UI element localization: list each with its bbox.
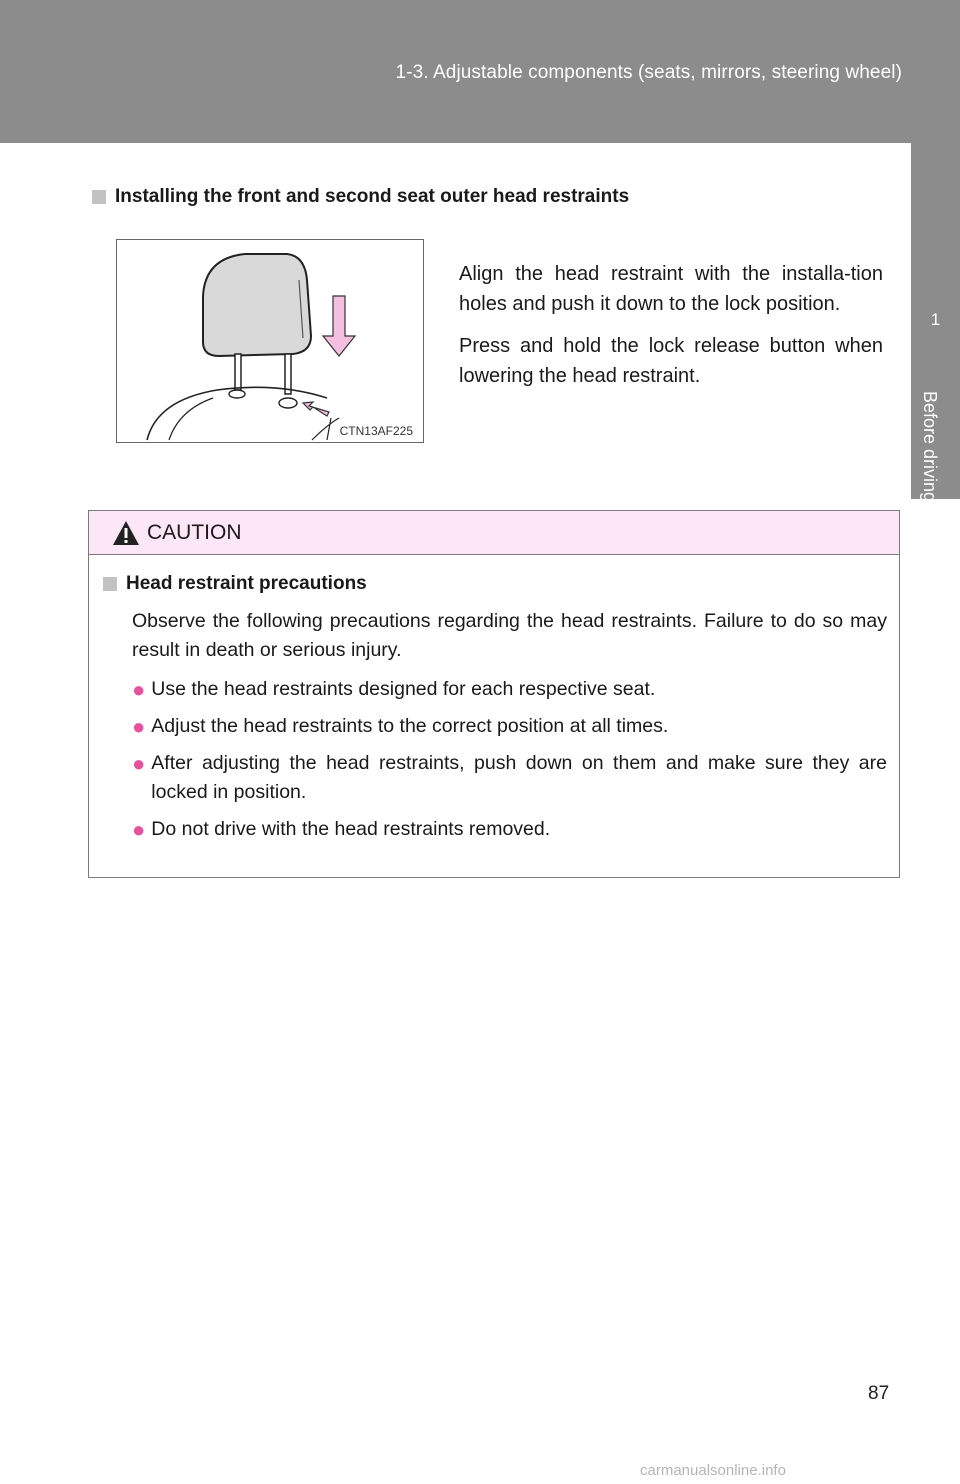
chapter-title: 1-3. Adjustable components (seats, mirrors, steering wheel): [395, 62, 902, 83]
bullet-text: Adjust the head restraints to the correct position at all times.: [151, 715, 669, 737]
instructions: [459, 259, 883, 403]
bullet-text: Use the head restraints designed for each respective seat.: [151, 678, 656, 700]
head-restraint-illustration-icon: [117, 240, 423, 442]
list-item: [132, 712, 887, 741]
side-tab: [911, 143, 960, 1484]
page-header: [0, 0, 960, 143]
list-item: [132, 749, 887, 807]
list-item: [132, 675, 887, 704]
side-tab-band: [911, 143, 960, 503]
bullet-text: After adjusting the head restraints, push down on them and make sure they are locked in position.: [151, 752, 887, 803]
circle-bullet-icon: ●: [132, 677, 146, 702]
footer-watermark: carmanualsonline.info: [640, 1462, 786, 1479]
caution-box: [88, 510, 900, 878]
square-bullet-icon: [103, 577, 117, 591]
page-number: 87: [868, 1383, 890, 1404]
caution-subheading: [103, 573, 887, 595]
bullet-text: Do not drive with the head restraints removed.: [151, 818, 551, 840]
caution-header: [89, 511, 899, 555]
head-restraint-figure: [116, 239, 424, 443]
instruction-paragraph-2: Press and hold the lock release button when lowering the head restraint.: [459, 335, 883, 387]
caution-subheading-text: Head restraint precautions: [126, 573, 367, 594]
caution-intro: Observe the following precautions regarding the head restraints. Failure to do so may result in death or serious injury.: [132, 610, 887, 661]
caution-body: [89, 555, 899, 844]
list-item: [132, 815, 887, 844]
side-tab-label: Before driving: [920, 391, 940, 503]
circle-bullet-icon: ●: [132, 714, 146, 739]
section-title-text: Installing the front and second seat outer head restraints: [115, 186, 630, 207]
side-tab-number: 1: [930, 310, 941, 329]
instruction-paragraph-1: Align the head restraint with the installa-tion holes and push it down to the lock position.: [459, 263, 883, 315]
figure-code: CTN13AF225: [339, 424, 413, 438]
warning-triangle-icon: [111, 519, 141, 547]
circle-bullet-icon: ●: [132, 817, 146, 842]
square-bullet-icon: [92, 190, 106, 204]
circle-bullet-icon: ●: [132, 751, 146, 776]
caution-heading: CAUTION: [147, 520, 242, 544]
section-title: [92, 186, 629, 208]
